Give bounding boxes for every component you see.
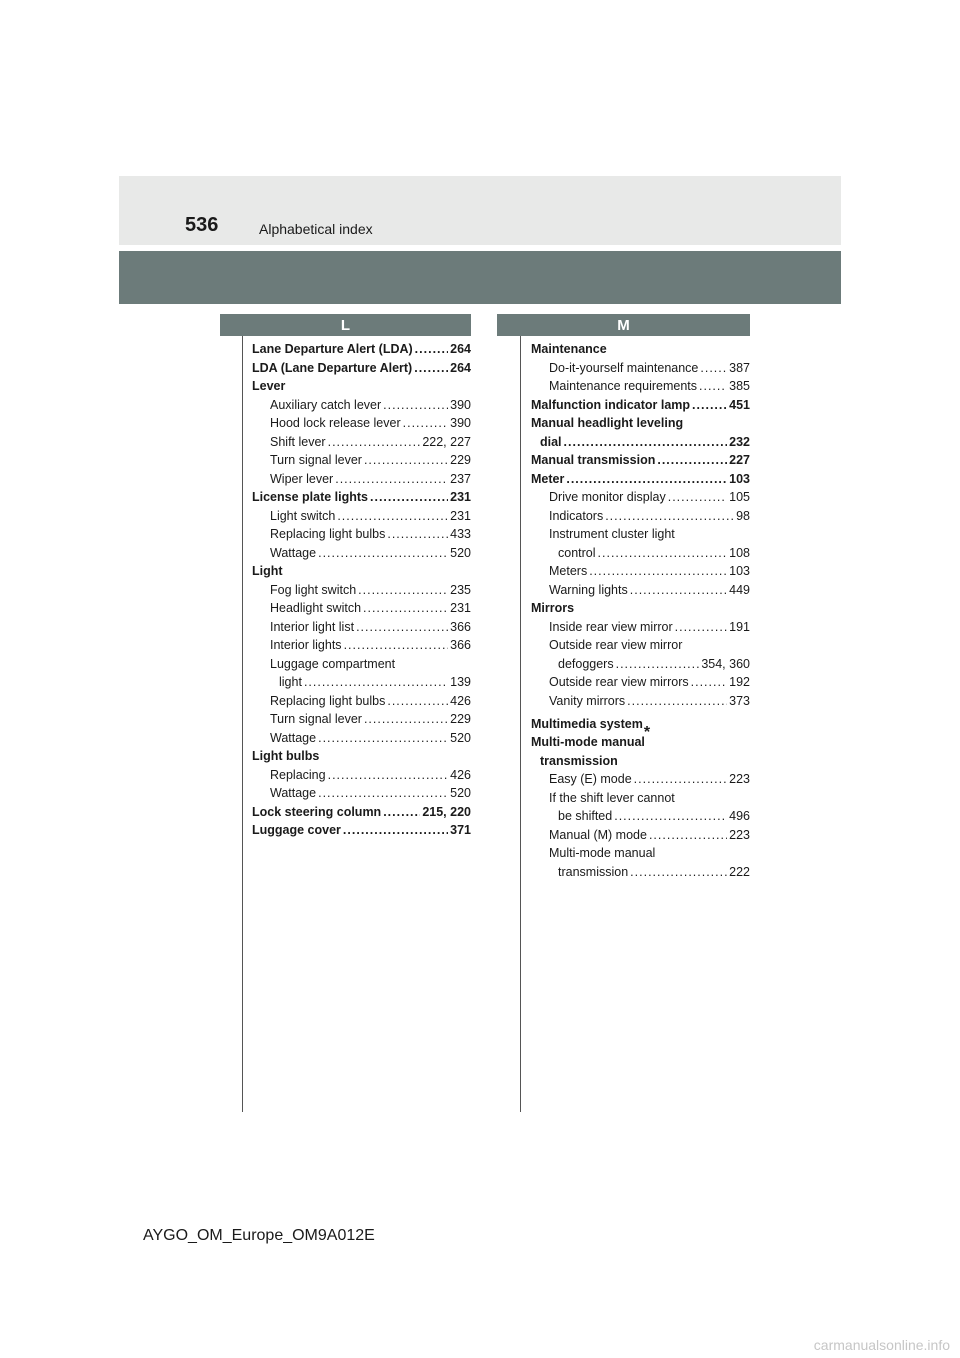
index-entry (252, 377, 471, 396)
index-entry (531, 599, 750, 618)
index-entry (531, 470, 750, 489)
entry-term: Lever (252, 379, 286, 393)
index-entry (531, 562, 750, 581)
entry-term: Turn signal lever (270, 712, 362, 726)
entry-page-number: 223 (729, 827, 750, 842)
index-entry (531, 618, 750, 637)
watermark: carmanualsonline.info (813, 1337, 950, 1353)
dot-leader (337, 507, 448, 526)
entry-page-number: 222, 227 (422, 434, 471, 449)
entry-page-number: 520 (450, 730, 471, 745)
entry-term: Meter (531, 471, 565, 486)
entry-page-number: 231 (450, 601, 471, 615)
entry-term: light (279, 675, 302, 689)
column-divider-right (520, 336, 521, 1112)
page-number: 536 (185, 214, 219, 236)
dot-leader (387, 525, 448, 544)
entry-term: Indicators (549, 508, 604, 523)
index-entry (252, 692, 471, 711)
index-entry (531, 692, 750, 711)
index-entry (531, 359, 750, 378)
entry-term: Multi-mode manual (549, 846, 656, 860)
entry-term: Luggage cover (252, 823, 341, 837)
entry-term: Maintenance (531, 342, 607, 356)
index-entry (531, 733, 750, 752)
dot-leader (630, 581, 727, 600)
index-entry (531, 789, 750, 808)
entry-page-number: 371 (450, 823, 471, 837)
dot-leader (318, 729, 448, 748)
index-column-m (531, 340, 750, 881)
index-entry (252, 525, 471, 544)
dot-leader (699, 377, 727, 396)
dot-leader (363, 599, 448, 618)
index-entry (531, 636, 750, 655)
index-entry (531, 863, 750, 882)
entry-term: Headlight switch (270, 601, 362, 615)
dot-leader (614, 807, 727, 826)
entry-term: License plate lights (252, 490, 369, 504)
index-entry (252, 396, 471, 415)
entry-term: Inside rear view mirror (549, 619, 673, 634)
index-entry (531, 844, 750, 863)
entry-page-number: 354, 360 (701, 656, 750, 671)
index-entry (252, 599, 471, 618)
index-entry (531, 673, 750, 692)
dot-leader (630, 863, 727, 882)
entry-term: Mirrors (531, 601, 575, 615)
letter-heading-l: L (220, 314, 471, 336)
entry-page-number: 264 (450, 360, 471, 375)
entry-page-number: 103 (729, 471, 750, 486)
entry-term: Easy (E) mode (549, 772, 632, 786)
dot-leader (649, 826, 727, 845)
entry-page-number: 264 (450, 342, 471, 356)
dot-leader (383, 803, 420, 822)
entry-page-number: 222 (729, 864, 750, 879)
entry-term: Lock steering column (252, 804, 382, 819)
index-entry (252, 766, 471, 785)
dot-leader (415, 340, 448, 359)
entry-term: Instrument cluster light (549, 527, 675, 541)
entry-page-number: 385 (729, 379, 750, 393)
dot-leader (668, 488, 727, 507)
dot-leader (675, 618, 728, 637)
index-entry (252, 729, 471, 748)
header-band (119, 176, 841, 245)
index-entry (531, 377, 750, 396)
entry-page-number: 139 (450, 675, 471, 689)
entry-page-number: 229 (450, 453, 471, 467)
index-entry (252, 488, 471, 507)
index-entry (531, 655, 750, 674)
entry-term: dial (540, 434, 562, 449)
dot-leader (304, 673, 448, 692)
entry-term: Vanity mirrors (549, 693, 626, 708)
entry-term: control (558, 545, 596, 560)
entry-term: Outside rear view mirror (549, 638, 683, 652)
index-entry (531, 433, 750, 452)
page-title: Alphabetical index (259, 221, 373, 237)
entry-page-number: 108 (729, 545, 750, 560)
index-entry (531, 544, 750, 563)
dot-leader (414, 359, 448, 378)
entry-term: Multi-mode manual (531, 735, 645, 749)
dot-leader (370, 488, 448, 507)
index-entry (531, 414, 750, 433)
index-entry (252, 507, 471, 526)
index-entry (531, 396, 750, 415)
dot-leader (403, 414, 449, 433)
entry-term: Interior lights (270, 638, 342, 652)
index-entry (252, 747, 471, 766)
entry-page-number: 232 (729, 434, 750, 449)
dot-leader (328, 766, 449, 785)
dot-leader (383, 396, 448, 415)
entry-term: Turn signal lever (270, 453, 362, 467)
entry-term: Auxiliary catch lever (270, 397, 382, 412)
entry-term: Meters (549, 564, 588, 578)
index-entry (531, 451, 750, 470)
entry-term: Shift lever (270, 434, 326, 449)
index-entry (252, 655, 471, 674)
index-entry (531, 826, 750, 845)
index-entry (531, 488, 750, 507)
letter-heading-m: M (497, 314, 750, 336)
entry-page-number: 520 (450, 786, 471, 800)
index-entry (252, 673, 471, 692)
dot-leader (364, 451, 448, 470)
entry-term: Replacing light bulbs (270, 693, 386, 708)
entry-term: be shifted (558, 809, 613, 823)
entry-term: Wattage (270, 730, 317, 745)
index-entry (252, 340, 471, 359)
dot-leader (627, 692, 727, 711)
entry-term: Wiper lever (270, 471, 334, 486)
entry-page-number: 98 (736, 508, 750, 523)
index-entry (252, 451, 471, 470)
entry-term: Wattage (270, 545, 317, 560)
entry-page-number: 227 (729, 453, 750, 467)
entry-page-number: 223 (729, 772, 750, 786)
document-code: AYGO_OM_Europe_OM9A012E (143, 1227, 375, 1244)
index-entry (252, 433, 471, 452)
entry-page-number: 231 (450, 508, 471, 523)
entry-page-number: 235 (450, 582, 471, 597)
dot-leader (566, 470, 727, 489)
entry-term: Maintenance requirements (549, 379, 697, 393)
dot-leader (700, 359, 727, 378)
entry-page-number: 229 (450, 712, 471, 726)
entry-term: Outside rear view mirrors (549, 675, 689, 689)
entry-term: Light switch (270, 508, 336, 523)
dot-leader (634, 770, 727, 789)
dot-leader (691, 673, 728, 692)
entry-page-number: 366 (450, 619, 471, 634)
index-entry (252, 636, 471, 655)
entry-page-number: 496 (729, 809, 750, 823)
index-entry (252, 821, 471, 840)
index-entry (531, 807, 750, 826)
index-entry (531, 770, 750, 789)
entry-page-number: 103 (729, 564, 750, 578)
index-entry (252, 710, 471, 729)
dot-leader (657, 451, 727, 470)
entry-term: Wattage (270, 786, 317, 800)
entry-term: Light bulbs (252, 749, 320, 763)
index-column-l (252, 340, 471, 840)
dot-leader (598, 544, 728, 563)
entry-term: Manual (M) mode (549, 827, 647, 842)
entry-term: defoggers (558, 656, 614, 671)
entry-page-number: 520 (450, 545, 471, 560)
entry-page-number: 449 (729, 582, 750, 597)
column-divider-left (242, 336, 243, 1112)
entry-term: transmission (558, 864, 629, 879)
index-entry (531, 507, 750, 526)
entry-page-number: 390 (450, 416, 471, 430)
entry-term: If the shift lever cannot (549, 790, 675, 805)
entry-page-number: 237 (450, 471, 471, 486)
dot-leader (344, 636, 449, 655)
dot-leader (356, 618, 448, 637)
index-entry (252, 544, 471, 563)
index-entry (252, 618, 471, 637)
entry-page-number: 215, 220 (422, 804, 471, 819)
entry-term: Malfunction indicator lamp (531, 397, 691, 412)
entry-term: LDA (Lane Departure Alert) (252, 360, 413, 375)
entry-term: Lane Departure Alert (LDA) (252, 342, 413, 356)
entry-page-number: 426 (450, 693, 471, 708)
index-entry (252, 581, 471, 600)
entry-page-number: 192 (729, 675, 750, 689)
index-entry (531, 581, 750, 600)
entry-page-number: 451 (729, 397, 750, 412)
entry-page-number: 387 (729, 360, 750, 375)
entry-page-number: 390 (450, 397, 471, 412)
entry-page-number: 366 (450, 638, 471, 652)
entry-term: Luggage compartment (270, 656, 396, 671)
dot-leader (589, 562, 727, 581)
index-entry (252, 562, 471, 581)
entry-term: Drive monitor display (549, 490, 666, 504)
dot-leader (564, 433, 728, 452)
dot-leader (605, 507, 734, 526)
entry-term: Warning lights (549, 582, 628, 597)
dot-leader (335, 470, 448, 489)
dot-leader (358, 581, 448, 600)
index-entry: Multimedia system * (531, 716, 651, 741)
index-entry (531, 340, 750, 359)
entry-page-number: 433 (450, 527, 471, 541)
entry-term: Replacing light bulbs (270, 527, 386, 541)
entry-term: Light (252, 564, 283, 578)
dot-leader (343, 821, 448, 840)
entry-term: Do-it-yourself maintenance (549, 360, 699, 375)
entry-term: transmission (540, 753, 618, 768)
index-entry (252, 414, 471, 433)
dot-leader (616, 655, 700, 674)
dot-leader (318, 784, 448, 803)
index-entry (531, 525, 750, 544)
entry-page-number: 231 (450, 490, 471, 504)
index-entry (531, 752, 750, 771)
entry-term: Interior light list (270, 619, 355, 634)
index-entry (252, 784, 471, 803)
dot-leader (692, 396, 727, 415)
index-entry (252, 359, 471, 378)
entry-term: Manual transmission (531, 453, 656, 467)
entry-page-number: 105 (729, 490, 750, 504)
entry-term: Hood lock release lever (270, 416, 401, 430)
entry-page-number: 373 (729, 693, 750, 708)
index-entry (252, 470, 471, 489)
entry-term: Fog light switch (270, 582, 357, 597)
entry-page-number: 426 (450, 767, 471, 782)
dot-leader (364, 710, 448, 729)
dot-leader (328, 433, 421, 452)
dot-leader (387, 692, 448, 711)
entry-term: Replacing (270, 767, 326, 782)
entry-term: Multimedia system (531, 716, 643, 731)
dot-leader (318, 544, 448, 563)
entry-page-number: 191 (729, 619, 750, 634)
header-accent-band (119, 251, 841, 304)
index-entry (252, 803, 471, 822)
entry-term: Manual headlight leveling (531, 416, 684, 430)
